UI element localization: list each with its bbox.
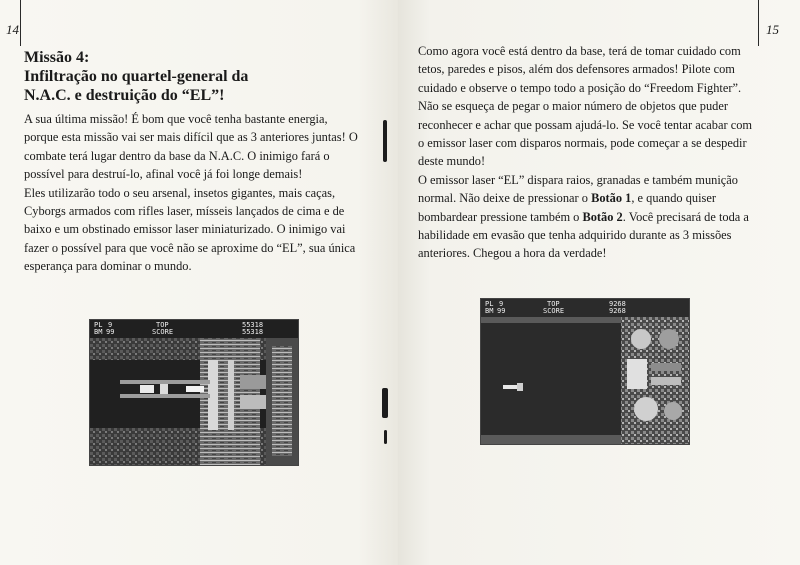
paragraph: Como agora você está dentro da base, terá de tomar cuidado com tetos, paredes e pisos, além dos defensores armados! Pilote com cuidado e observe o tempo todo a posição do “Freedom Fighter”. Não se esqueça de pegar o maior número de objetos que puder reconhecer e achar que possam ajudá-lo. Se você tentar acabar com o emissor laser com disparos normais, pode começar a se despedir deste mundo! — [418, 44, 753, 169]
title-line: N.A.C. e destruição do “EL”! — [24, 87, 225, 104]
page-edge-line — [20, 0, 21, 46]
page-number: 15 — [766, 22, 779, 37]
hud-bm-label: BM — [94, 328, 103, 336]
game-screenshot — [480, 298, 690, 445]
spine-mark — [382, 388, 388, 418]
right-body-text — [418, 42, 758, 263]
mission-title — [24, 48, 354, 105]
title-line: Missão 4: — [24, 49, 90, 66]
hud-top-label: TOP — [156, 321, 169, 329]
button-2-label: Botão 2 — [582, 209, 623, 224]
text-run: . Você precisará de toda a habilidade em evasão que tenha adquirido durante as 3 missões anteriores. Chegou a hora da verdade! — [418, 209, 749, 261]
game-hud — [94, 322, 294, 392]
spine-mark — [383, 120, 387, 162]
paragraph: A sua última missão! É bom que você tenha bastante energia, porque esta missão vai ser mais difícil que as 3 anteriores juntas! O combate terá lugar dentro da base da N.A.C. O inimigo fará o possível para destruí-lo, afinal você já foi longe demais! — [24, 112, 358, 182]
game-hud — [485, 301, 685, 371]
title-line: Infiltração no quartel-general da — [24, 68, 249, 85]
left-body-text — [24, 110, 362, 276]
hud-score-label: SCORE — [543, 307, 565, 315]
hud-top-label: TOP — [547, 300, 560, 308]
page-edge-line — [758, 0, 759, 46]
hud-score-value: 9268 — [609, 307, 626, 315]
hud-bm-label: BM — [485, 307, 494, 315]
hud-top-value: 55318 — [242, 321, 264, 329]
left-page — [0, 0, 398, 565]
text-run: , e quando quiser bombardear pressione também o — [418, 191, 717, 224]
hud-bm-value: 99 — [497, 307, 506, 315]
text-run: O emissor laser “EL” dispara raios, granadas e também munição normal. Não deixe de pressionar o — [418, 172, 738, 206]
hud-score-value: 55318 — [242, 328, 264, 336]
paragraph: Eles utilizarão todo o seu arsenal, insetos gigantes, mais caças, Cyborgs armados com rifles laser, mísseis lançados de cima e de baixo e um obstinado emissor laser miniaturizado. O inimigo vai fazer o possível para que você não se aproxime do “EL”, sua única esperança para dominar o mundo. — [24, 185, 356, 274]
hud-pl-label: PL — [485, 300, 494, 308]
hud-pl-value: 9 — [499, 300, 504, 308]
hud-bm-value: 99 — [106, 328, 115, 336]
button-1-label: Botão 1 — [591, 191, 632, 206]
paragraph — [418, 171, 758, 263]
page-number: 14 — [6, 22, 19, 37]
game-screenshot — [89, 319, 299, 466]
hud-score-label: SCORE — [152, 328, 174, 336]
hud-top-value: 9268 — [609, 300, 626, 308]
hud-pl-label: PL — [94, 321, 103, 329]
hud-pl-value: 9 — [108, 321, 113, 329]
book-spine — [381, 0, 391, 565]
spine-mark — [384, 430, 387, 444]
